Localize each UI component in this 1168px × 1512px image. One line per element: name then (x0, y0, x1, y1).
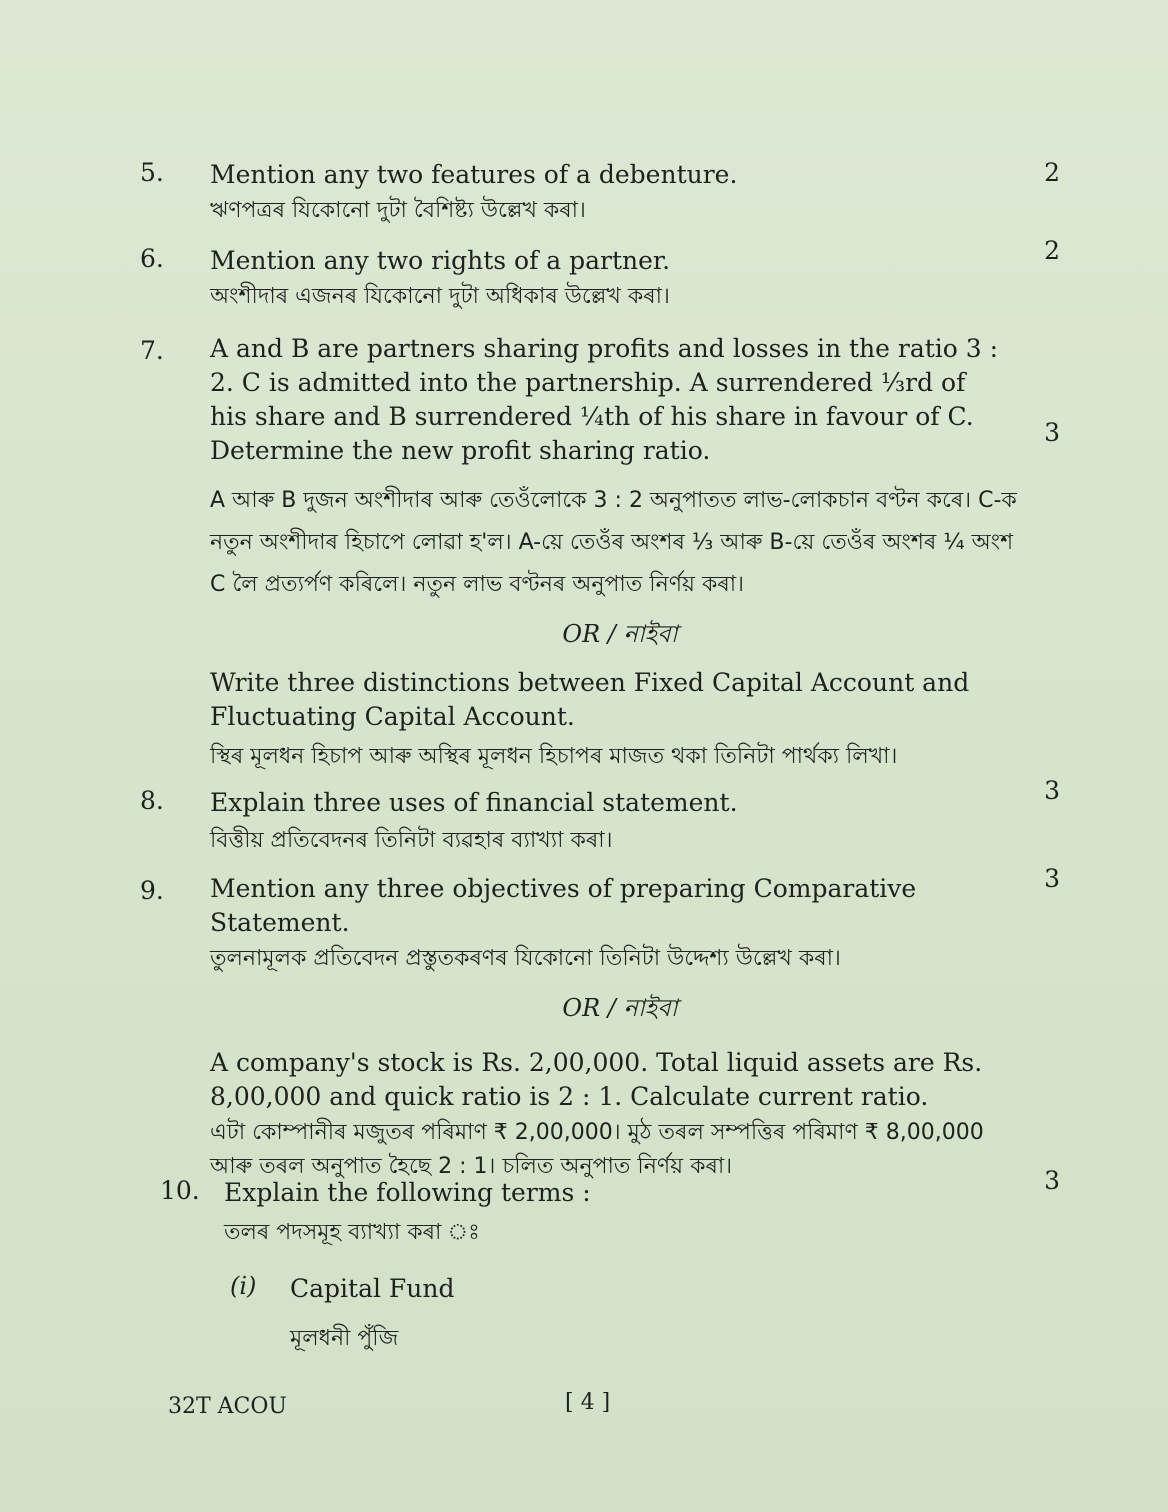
question-number: 7. (140, 336, 164, 365)
alternative-question-assamese: এটা কোম্পানীৰ মজুতৰ পৰিমাণ ₹ 2,00,000। মুঠ তৰল সম্পত্তিৰ পৰিমাণ ₹ 8,00,000 আৰু তৰল অনুপাত হৈছে 2 : 1। চলিত অনুপাত নিৰ্ণয় কৰা। (210, 1120, 984, 1179)
question-text-english: Mention any two rights of a partner. (210, 246, 671, 275)
question-text-english: A and B are partners sharing profits and losses in the ratio 3 : 2. C is admitted into the partnership. A surrendered ⅓rd of his share and B surrendered ¼th of his share in favour of C. Determine the new profit sharing ratio. (210, 334, 999, 465)
page-number: [ 4 ] (565, 1390, 611, 1415)
question-number: 9. (140, 876, 164, 905)
or-divider: OR / নাইবা (562, 620, 678, 648)
question-number: 8. (140, 786, 164, 815)
question-marks: 3 (1044, 864, 1060, 893)
or-divider: OR / নাইবা (562, 994, 678, 1022)
question-text-assamese: অংশীদাৰ এজনৰ যিকোনো দুটা অধিকাৰ উল্লেখ কৰা। (210, 284, 670, 309)
alternative-question-english: A company's stock is Rs. 2,00,000. Total liquid assets are Rs. 8,00,000 and quick ratio is 2 : 1. Calculate current ratio. (210, 1048, 983, 1111)
alternative-question-english: Write three distinctions between Fixed Capital Account and Fluctuating Capital Account. (210, 668, 970, 731)
question-marks: 3 (1044, 776, 1060, 805)
alternative-question-assamese: স্থিৰ মূলধন হিচাপ আৰু অস্থিৰ মূলধন হিচাপৰ মাজত থকা তিনিটা পাৰ্থক্য লিখা। (210, 744, 898, 769)
sub-question-i (230, 1272, 1036, 1356)
question-marks: 3 (1044, 1166, 1060, 1195)
sub-question-english: Capital Fund (290, 1274, 455, 1303)
question-number: 5. (140, 158, 164, 187)
question-text-assamese: তুলনামূলক প্ৰতিবেদন প্ৰস্তুতকৰণৰ যিকোনো তিনিটা উদ্দেশ্য উল্লেখ কৰা। (210, 946, 841, 971)
question-text-assamese: তলৰ পদসমূহ ব্যাখ্যা কৰা ঃ (224, 1220, 480, 1245)
question-marks: 2 (1044, 236, 1060, 265)
question-marks: 3 (1044, 418, 1060, 447)
question-text-english: Mention any two features of a debenture. (210, 160, 738, 189)
question-text-assamese: ঋণপত্ৰৰ যিকোনো দুটা বৈশিষ্ট্য উল্লেখ কৰা। (210, 198, 586, 223)
question-text-assamese: A আৰু B দুজন অংশীদাৰ আৰু তেওঁলোকে 3 : 2 অনুপাতত লাভ-লোকচান বণ্টন কৰে। C-ক নতুন অংশীদাৰ হিচাপে লোৱা হ'ল। A-য়ে তেওঁৰ অংশৰ ⅓ আৰু B-য়ে তেওঁৰ অংশৰ ¼ অংশ C লৈ প্ৰত্যৰ্পণ কৰিলে। নতুন লাভ বণ্টনৰ অনুপাত নিৰ্ণয় কৰা। (210, 488, 1017, 597)
sub-question-label: (i) (230, 1272, 257, 1300)
paper-code: 32T ACOU (168, 1394, 287, 1419)
question-text-english: Mention any three objectives of preparing Comparative Statement. (210, 874, 917, 937)
question-number: 10. (160, 1176, 200, 1205)
question-text-english: Explain the following terms : (224, 1178, 591, 1207)
question-text-english: Explain three uses of financial statement. (210, 788, 738, 817)
question-number: 6. (140, 244, 164, 273)
sub-question-assamese: মূলধনী পুঁজি (290, 1326, 399, 1351)
question-text-assamese: বিত্তীয় প্ৰতিবেদনৰ তিনিটা ব্যৱহাৰ ব্যাখ্যা কৰা। (210, 828, 613, 853)
question-marks: 2 (1044, 158, 1060, 187)
